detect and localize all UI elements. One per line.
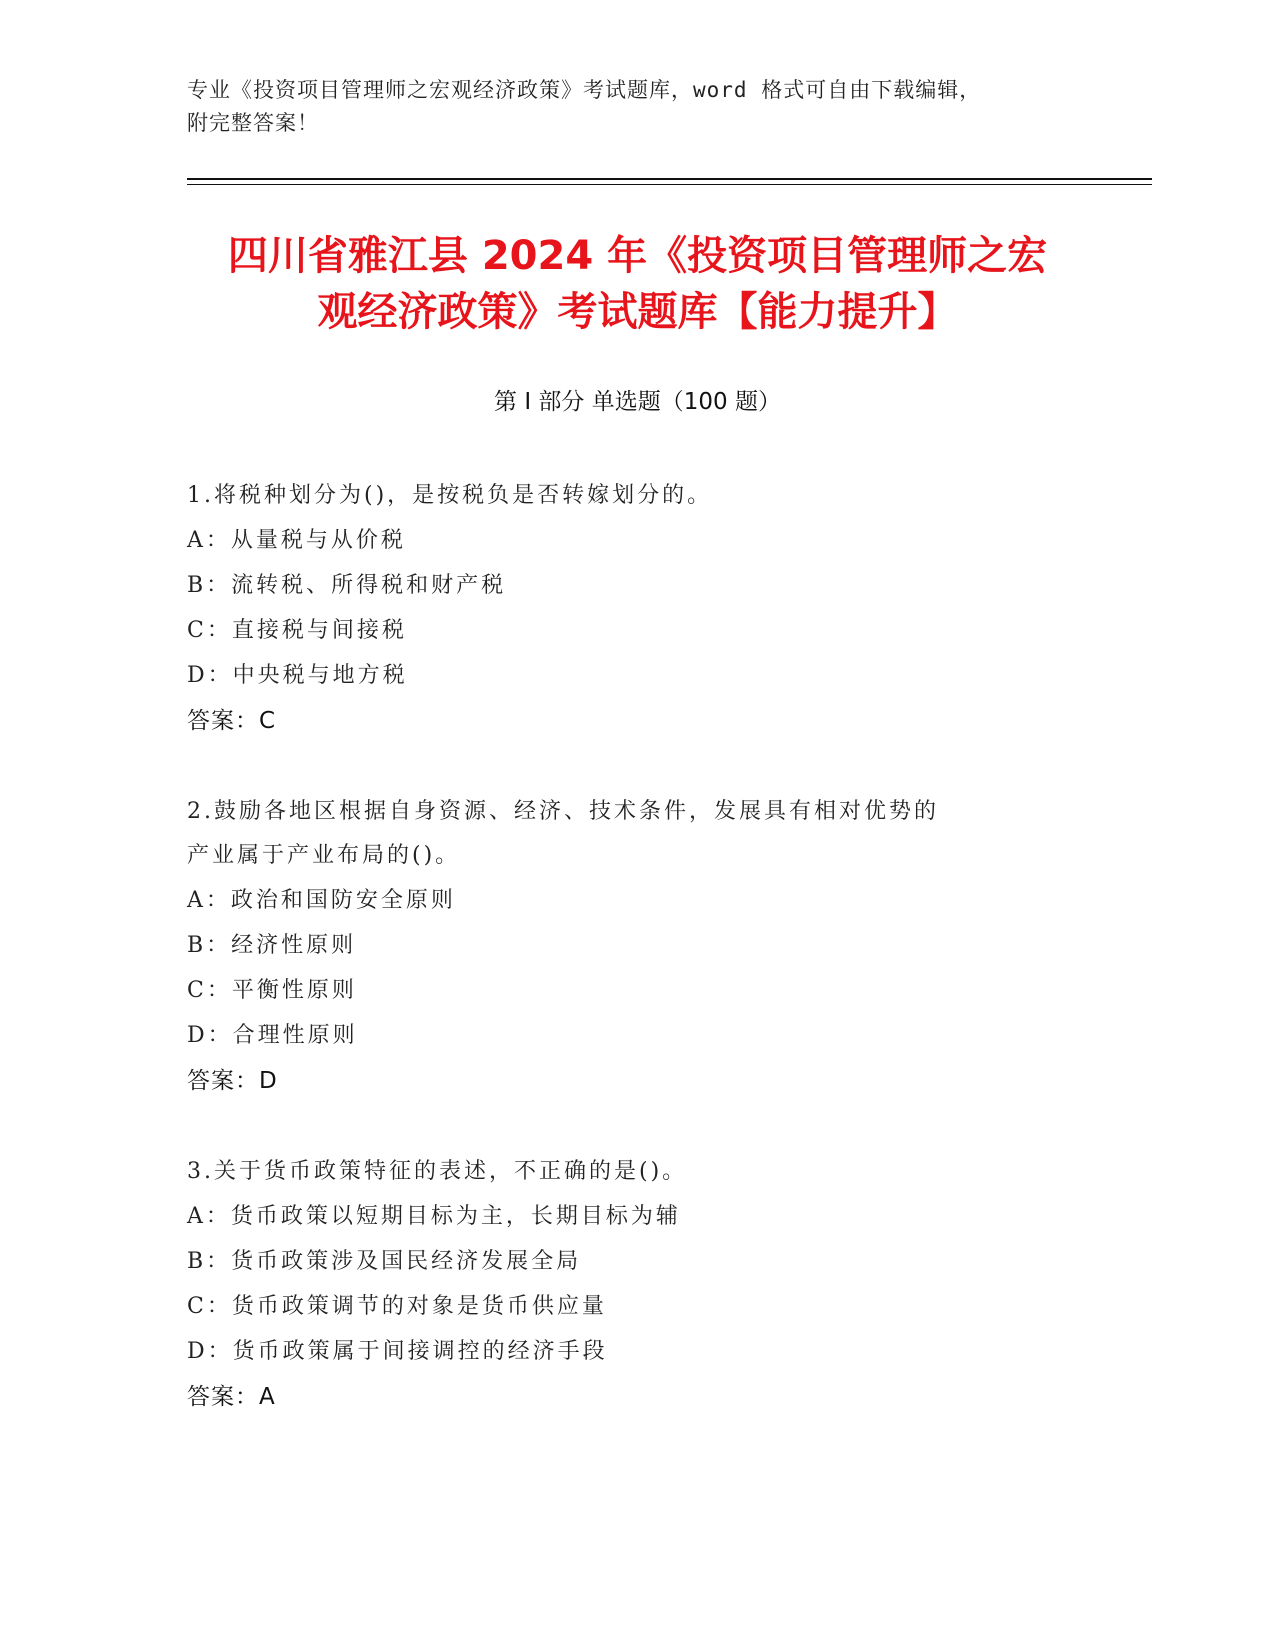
document-title — [150, 228, 1125, 340]
option-b: B：经济性原则 — [187, 933, 357, 958]
option-b: B：货币政策涉及国民经济发展全局 — [187, 1249, 582, 1274]
question-stem: 1.将税种划分为()，是按税负是否转嫁划分的。 — [187, 483, 713, 508]
option-b: B：流转税、所得税和财产税 — [187, 573, 507, 598]
option-a: A：政治和国防安全原则 — [187, 888, 456, 913]
option-d: D：合理性原则 — [187, 1023, 358, 1048]
option-a: A：货币政策以短期目标为主，长期目标为辅 — [187, 1204, 681, 1229]
answer: 答案：D — [187, 1068, 278, 1094]
answer: 答案：C — [187, 708, 277, 734]
question-1 — [187, 474, 1087, 744]
question-stem: 2.鼓励各地区根据自身资源、经济、技术条件，发展具有相对优势的 — [187, 799, 939, 824]
option-a: A：从量税与从价税 — [187, 528, 406, 553]
header-note-line-1: 专业《投资项目管理师之宏观经济政策》考试题库，word 格式可自由下载编辑， — [187, 78, 982, 102]
header-note-line-2: 附完整答案！ — [187, 111, 319, 135]
answer: 答案：A — [187, 1384, 276, 1410]
option-c: C：直接税与间接税 — [187, 618, 407, 643]
question-stem: 3.关于货币政策特征的表述，不正确的是()。 — [187, 1159, 688, 1184]
option-d: D：中央税与地方税 — [187, 663, 408, 688]
document-title-line-2: 观经济政策》考试题库【能力提升】 — [317, 289, 958, 335]
question-3 — [187, 1150, 1087, 1420]
option-d: D：货币政策属于间接调控的经济手段 — [187, 1339, 608, 1364]
header-divider-thin — [187, 184, 1152, 185]
section-title: 第 I 部分 单选题（100 题） — [494, 389, 781, 415]
question-2 — [187, 790, 1087, 1104]
document-title-line-1: 四川省雅江县 2024 年《投资项目管理师之宏 — [227, 233, 1048, 279]
header-note — [187, 74, 1087, 140]
question-stem-continued: 产业属于产业布局的()。 — [187, 843, 461, 868]
header-divider-thick — [187, 178, 1152, 180]
option-c: C：平衡性原则 — [187, 978, 357, 1003]
option-c: C：货币政策调节的对象是货币供应量 — [187, 1294, 607, 1319]
